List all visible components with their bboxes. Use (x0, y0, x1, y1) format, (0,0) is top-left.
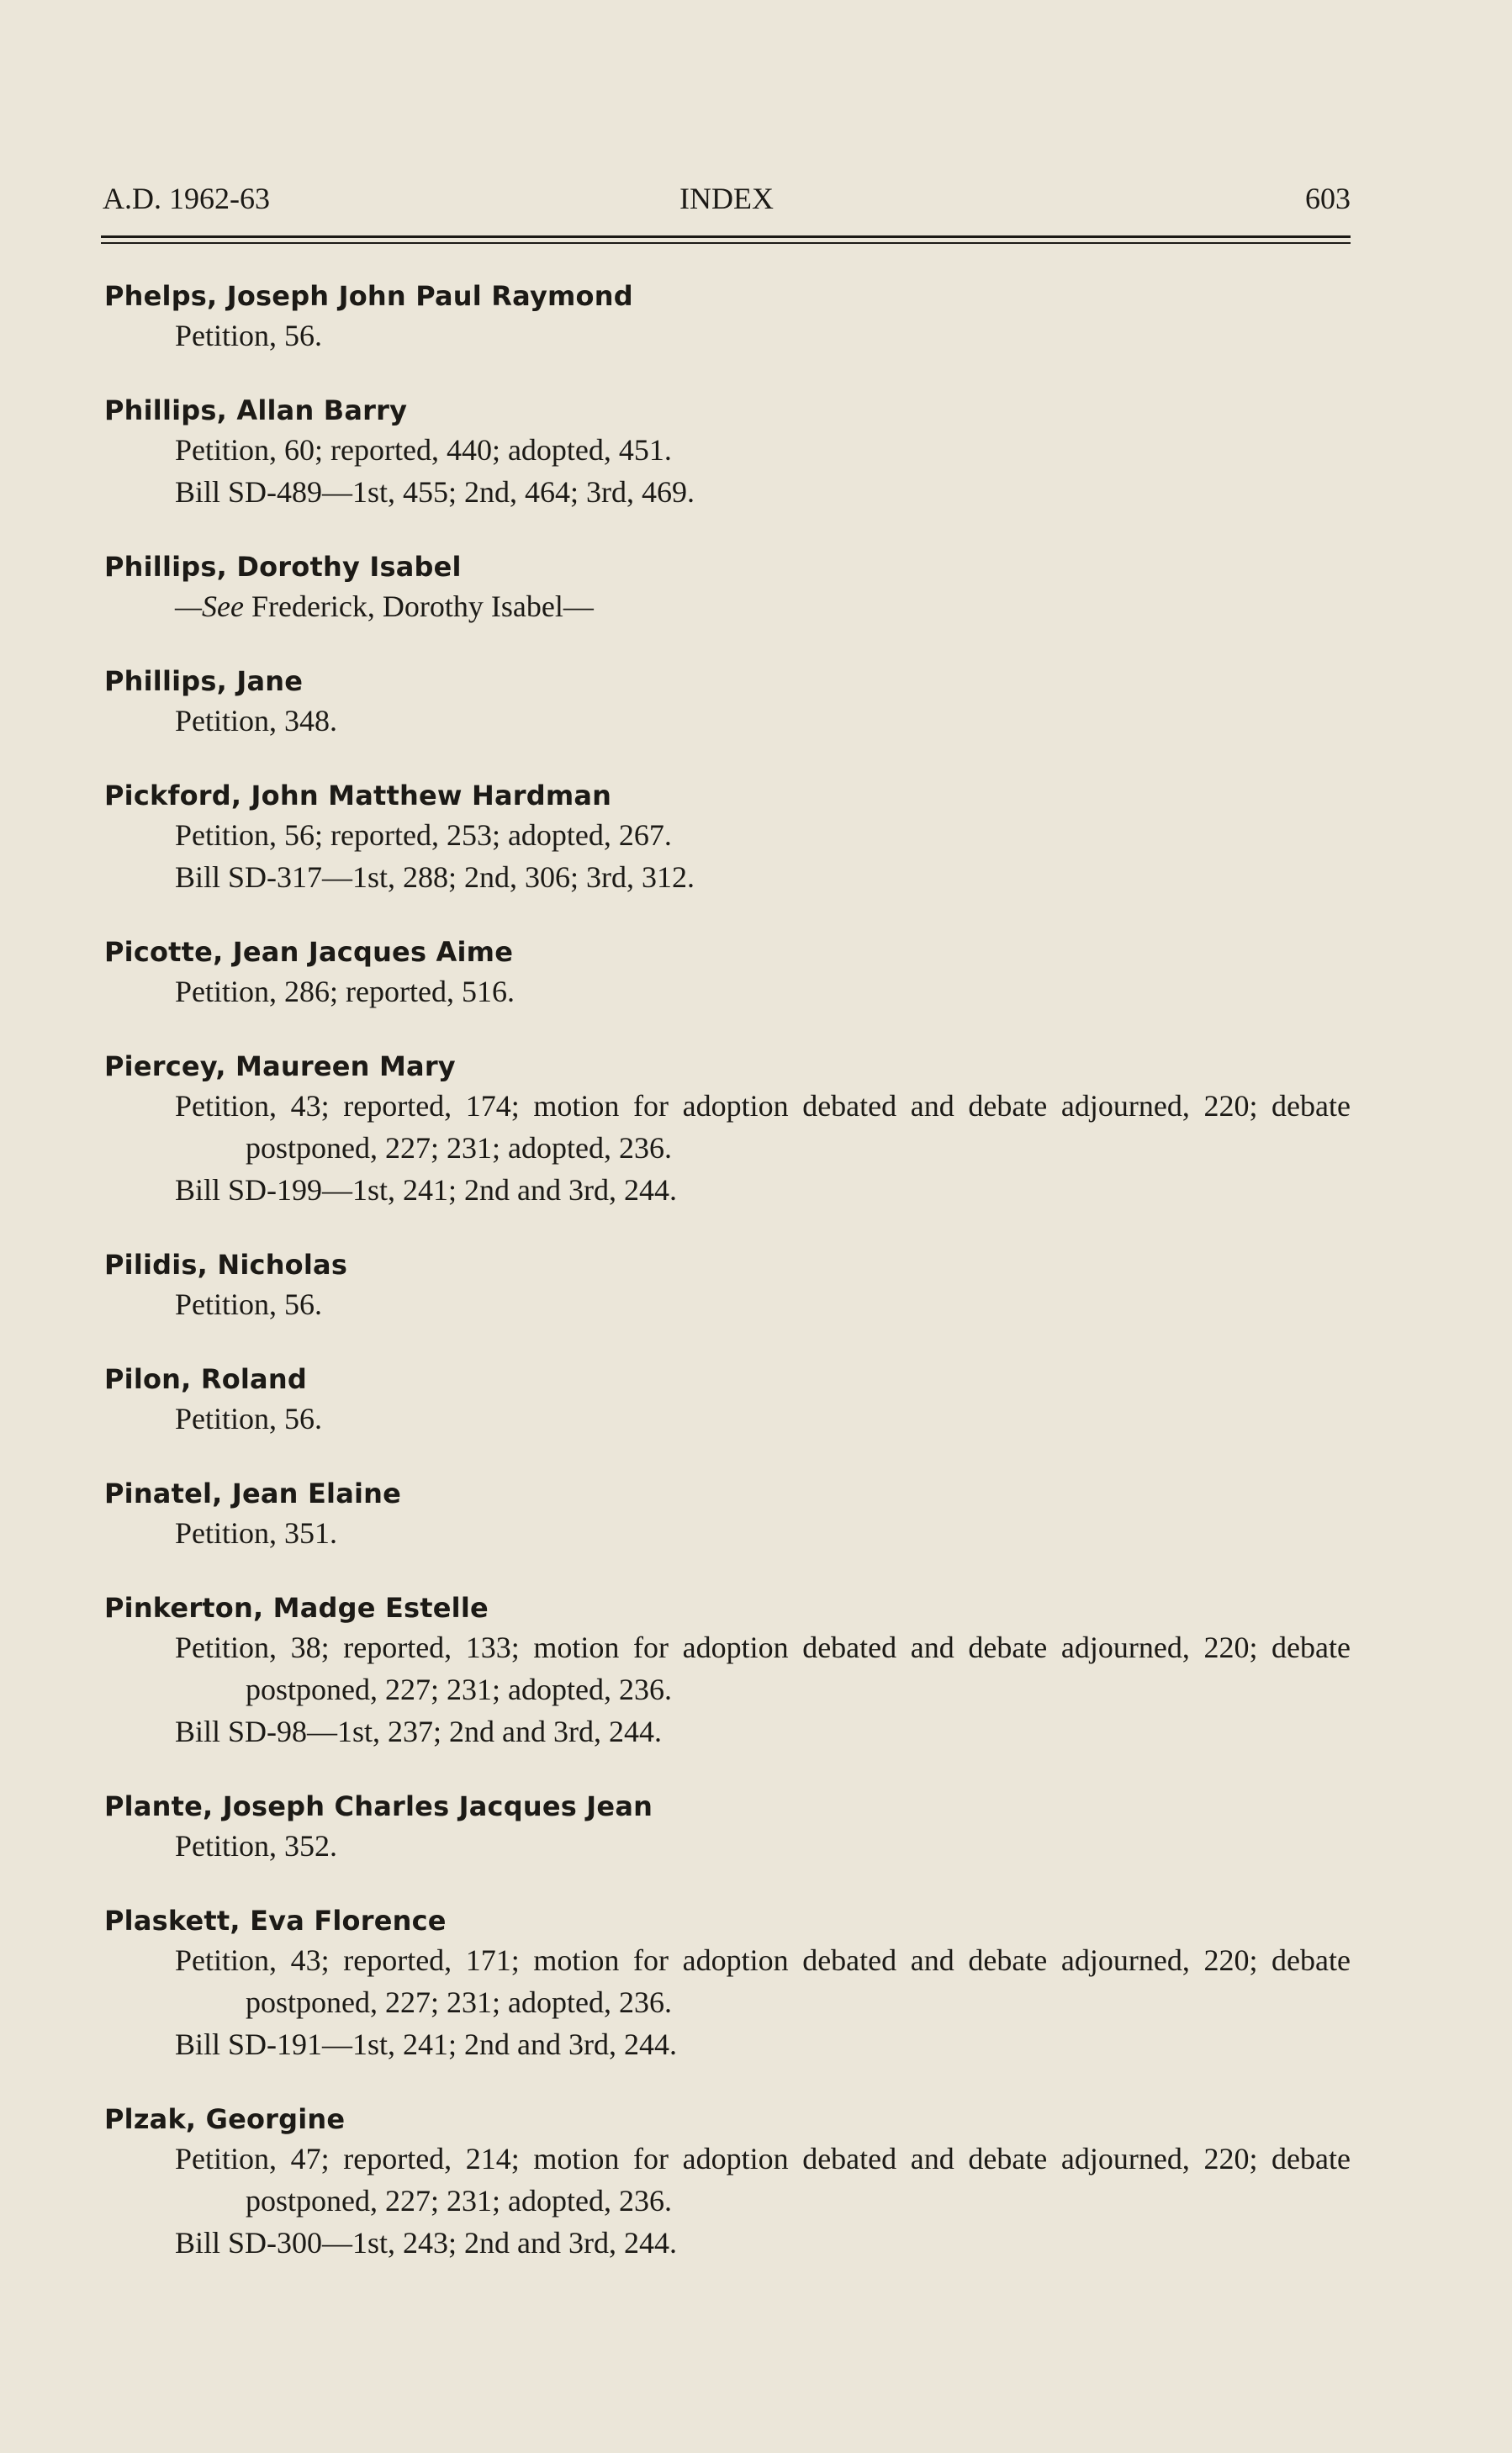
entry-line: Petition, 348. (175, 704, 338, 737)
index-entry (104, 548, 1351, 627)
entry-line: Bill SD-191—1st, 241; 2nd and 3rd, 244. (175, 2027, 678, 2061)
running-head-date: A.D. 1962-63 (103, 182, 270, 215)
entry-line: Petition, 286; reported, 516. (175, 975, 515, 1008)
index-entry (104, 1902, 1351, 2065)
entry-line: Petition, 38; reported, 133; motion for adoption debated and debate adjourned, 220; debate postponed, 227; 231; adopted, 236. (175, 1631, 1351, 1706)
entry-line: Petition, 351. (175, 1516, 338, 1550)
entry-line: Bill SD-98—1st, 237; 2nd and 3rd, 244. (175, 1715, 663, 1748)
entry-line: Petition, 43; reported, 174; motion for adoption debated and debate adjourned, 220; debate postponed, 227; 231; adopted, 236. (175, 1089, 1351, 1165)
header-rule-secondary (101, 242, 1351, 244)
entry-name: Pickford, John Matthew Hardman (104, 780, 612, 811)
entry-line: Petition, 56. (175, 1287, 323, 1321)
entry-name: Phillips, Allan Barry (104, 394, 408, 426)
index-entry (104, 1048, 1351, 1211)
entry-name: Plante, Joseph Charles Jacques Jean (104, 1790, 653, 1822)
entry-line: Bill SD-317—1st, 288; 2nd, 306; 3rd, 312. (175, 860, 695, 894)
entry-line: Bill SD-199—1st, 241; 2nd and 3rd, 244. (175, 1173, 678, 1207)
entry-line: Petition, 60; reported, 440; adopted, 451. (175, 433, 672, 467)
index-entry (104, 2101, 1351, 2264)
entry-line: Petition, 352. (175, 1829, 338, 1863)
entry-name: Phelps, Joseph John Paul Raymond (104, 280, 633, 312)
page-number: 603 (1305, 182, 1351, 215)
header-rule (101, 235, 1351, 238)
entry-line: Petition, 43; reported, 171; motion for adoption debated and debate adjourned, 220; debate postponed, 227; 231; adopted, 236. (175, 1943, 1351, 2019)
running-head-title: INDEX (679, 182, 774, 215)
index-entry (104, 278, 1351, 357)
cross-reference (104, 585, 1351, 627)
entry-name: Piercey, Maureen Mary (104, 1050, 456, 1082)
entry-name: Plzak, Georgine (104, 2103, 346, 2135)
entry-line: Petition, 56. (175, 319, 323, 352)
entry-name: Picotte, Jean Jacques Aime (104, 936, 514, 968)
entry-name: Plaskett, Eva Florence (104, 1905, 447, 1937)
entry-line: Bill SD-300—1st, 243; 2nd and 3rd, 244. (175, 2226, 678, 2260)
entry-line: Petition, 47; reported, 214; motion for adoption debated and debate adjourned, 220; debate postponed, 227; 231; adopted, 236. (175, 2142, 1351, 2218)
entry-name: Pilon, Roland (104, 1363, 307, 1395)
entry-name: Pinkerton, Madge Estelle (104, 1592, 489, 1624)
running-head (103, 178, 1351, 219)
index-entry (104, 663, 1351, 742)
entry-name: Pilidis, Nicholas (104, 1249, 348, 1281)
entry-line: Petition, 56; reported, 253; adopted, 267. (175, 818, 672, 852)
entry-name: Pinatel, Jean Elaine (104, 1478, 402, 1509)
index-entry (104, 1788, 1351, 1867)
see-marker: —See (175, 589, 244, 623)
see-target: Frederick, Dorothy Isabel— (243, 589, 594, 623)
index-entry (104, 1246, 1351, 1325)
index-entry (104, 1589, 1351, 1753)
entry-line: Bill SD-489—1st, 455; 2nd, 464; 3rd, 469. (175, 475, 695, 509)
index-entry (104, 777, 1351, 898)
index-entries (104, 278, 1351, 2299)
index-entry (104, 392, 1351, 513)
index-entry (104, 1475, 1351, 1554)
entry-name: Phillips, Jane (104, 665, 304, 697)
entry-line: Petition, 56. (175, 1402, 323, 1435)
index-entry (104, 1361, 1351, 1440)
index-entry (104, 933, 1351, 1012)
entry-name: Phillips, Dorothy Isabel (104, 551, 462, 583)
